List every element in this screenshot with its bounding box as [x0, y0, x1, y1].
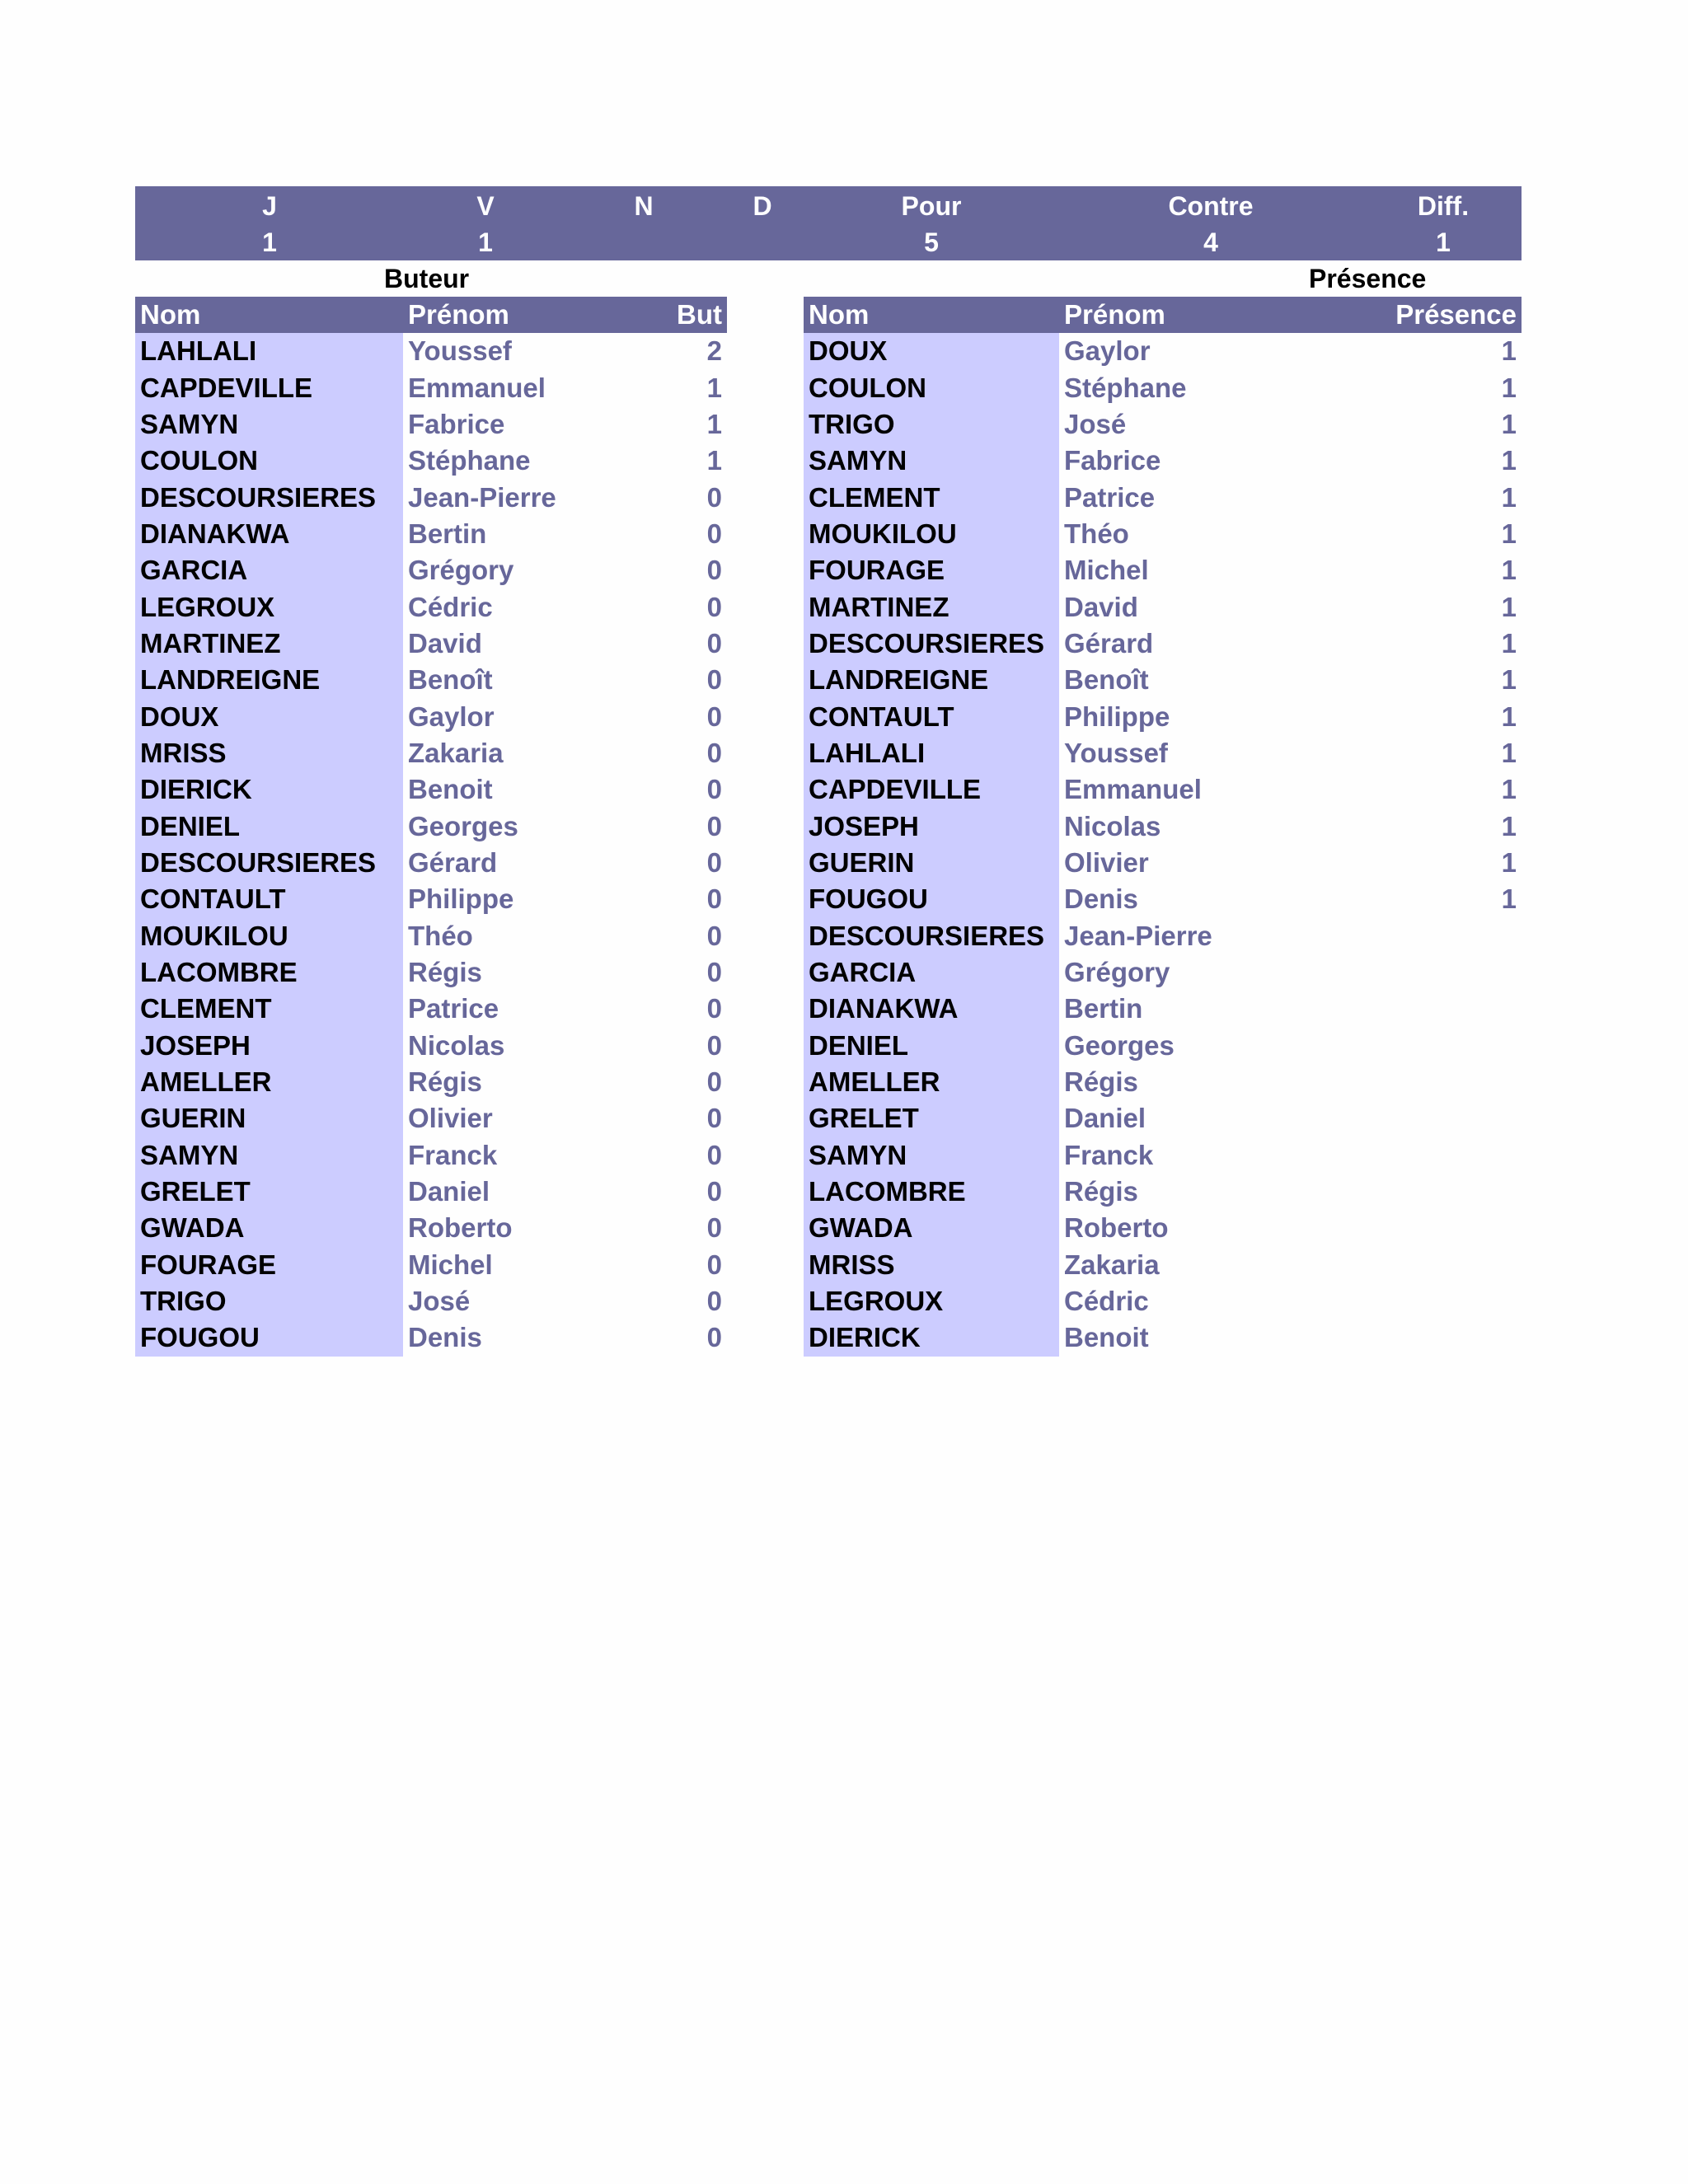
scorers-cell-nom: MARTINEZ	[135, 626, 403, 662]
presence-cell-prenom: Nicolas	[1064, 810, 1161, 841]
summary-band	[135, 186, 1522, 260]
scorers-cell-prenom: Patrice	[408, 993, 499, 1024]
presence-cell-value: 1	[1501, 627, 1517, 658]
presence-cell-prenom: Grégory	[1064, 957, 1170, 988]
presence-cell-prenom: Michel	[1064, 555, 1149, 586]
presence-cell-nom: GARCIA	[804, 954, 1059, 991]
scorers-cell-value: 0	[706, 846, 722, 878]
table-row	[804, 698, 1522, 734]
scorers-cell-value: 0	[706, 1212, 722, 1244]
presence-cell-value	[1331, 1028, 1522, 1064]
presence-cell-prenom: Olivier	[1064, 846, 1149, 878]
presence-cell-value	[1331, 954, 1522, 991]
presence-cell-value	[1331, 918, 1522, 954]
presence-cell-prenom: Georges	[1064, 1029, 1175, 1061]
scorers-cell-prenom: Zakaria	[408, 737, 504, 768]
table-row	[135, 588, 727, 625]
presence-cell-value: 1	[1501, 737, 1517, 768]
presence-cell-prenom: Benoît	[1064, 664, 1149, 696]
table-row	[804, 516, 1522, 552]
scorers-cell-prenom: Cédric	[408, 591, 493, 622]
scorers-cell-value: 0	[706, 774, 722, 805]
table-row	[804, 1247, 1522, 1283]
scorers-cell-value: 0	[706, 1249, 722, 1280]
table-row	[135, 1283, 727, 1319]
scorers-section-title: Buteur	[384, 264, 470, 293]
scorers-cell-value: 0	[706, 1139, 722, 1170]
table-row	[804, 735, 1522, 771]
presence-cell-value: 1	[1501, 846, 1517, 878]
table-row	[135, 1210, 727, 1246]
table-row	[135, 881, 727, 917]
table-row	[135, 954, 727, 991]
scorers-cell-prenom: Roberto	[408, 1212, 513, 1244]
presence-cell-value	[1331, 1247, 1522, 1283]
table-row	[804, 1064, 1522, 1100]
scorers-col-nom: Nom	[135, 297, 403, 333]
scorers-cell-prenom: Franck	[408, 1139, 498, 1170]
presence-cell-nom: CONTAULT	[804, 698, 1059, 734]
presence-cell-nom: LAHLALI	[804, 735, 1059, 771]
presence-cell-prenom: Emmanuel	[1064, 774, 1202, 805]
scorers-cell-value: 0	[706, 701, 722, 732]
scorers-cell-nom: LACOMBRE	[135, 954, 403, 991]
presence-cell-value: 1	[1501, 664, 1517, 696]
presence-cell-nom: CAPDEVILLE	[804, 771, 1059, 808]
table-row	[135, 845, 727, 881]
table-row	[135, 333, 727, 369]
presence-cell-nom: DENIEL	[804, 1028, 1059, 1064]
scorers-cell-prenom: Bertin	[408, 518, 487, 549]
scorers-cell-prenom: David	[408, 627, 482, 658]
scorers-cell-prenom: Emmanuel	[408, 372, 546, 403]
summary-value-pour: 5	[924, 227, 939, 257]
table-row	[135, 662, 727, 698]
table-row	[804, 918, 1522, 954]
table-row	[135, 771, 727, 808]
table-row	[135, 1028, 727, 1064]
scorers-cell-value: 1	[706, 445, 722, 476]
presence-cell-prenom: Fabrice	[1064, 445, 1161, 476]
table-row	[135, 443, 727, 479]
scorers-cell-value: 0	[706, 591, 722, 622]
summary-header-pour: Pour	[901, 191, 962, 221]
scorers-cell-prenom: Régis	[408, 957, 482, 988]
scorers-cell-prenom: Denis	[408, 1322, 482, 1353]
table-row	[804, 954, 1522, 991]
presence-cell-nom: LEGROUX	[804, 1283, 1059, 1319]
table-row	[804, 662, 1522, 698]
presence-cell-value: 1	[1501, 518, 1517, 549]
table-row	[804, 626, 1522, 662]
presence-cell-nom: GUERIN	[804, 845, 1059, 881]
scorers-cell-prenom: Benoit	[408, 774, 493, 805]
scorers-cell-nom: MRISS	[135, 735, 403, 771]
presence-cell-prenom: Gaylor	[1064, 335, 1151, 367]
table-row	[804, 479, 1522, 515]
scorers-cell-prenom: Gaylor	[408, 701, 495, 732]
table-row	[804, 369, 1522, 405]
presence-cell-value	[1331, 1100, 1522, 1137]
scorers-cell-nom: DOUX	[135, 698, 403, 734]
presence-cell-prenom: Youssef	[1064, 737, 1168, 768]
scorers-cell-nom: DIANAKWA	[135, 516, 403, 552]
table-row	[135, 516, 727, 552]
scorers-cell-value: 0	[706, 1103, 722, 1134]
presence-cell-nom: JOSEPH	[804, 808, 1059, 844]
presence-cell-prenom: Roberto	[1064, 1212, 1169, 1244]
presence-cell-value	[1331, 1210, 1522, 1246]
tables-area	[135, 297, 1522, 1360]
table-row	[135, 406, 727, 443]
presence-body	[804, 333, 1522, 1357]
scorers-cell-prenom: Youssef	[408, 335, 512, 367]
scorers-cell-prenom: Olivier	[408, 1103, 493, 1134]
scorers-cell-prenom: Daniel	[408, 1176, 490, 1207]
table-row	[804, 333, 1522, 369]
scorers-cell-nom: SAMYN	[135, 1137, 403, 1174]
scorers-cell-prenom: José	[408, 1286, 471, 1317]
presence-cell-value: 1	[1501, 883, 1517, 915]
presence-cell-value: 1	[1501, 774, 1517, 805]
presence-table	[804, 297, 1522, 1357]
presence-cell-value	[1331, 1174, 1522, 1210]
table-row	[804, 1319, 1522, 1356]
presence-cell-value	[1331, 1064, 1522, 1100]
scorers-cell-prenom: Stéphane	[408, 445, 531, 476]
scorers-cell-nom: SAMYN	[135, 406, 403, 443]
presence-cell-nom: DIERICK	[804, 1319, 1059, 1356]
table-row	[135, 552, 727, 588]
scorers-cell-nom: LEGROUX	[135, 588, 403, 625]
scorers-cell-nom: TRIGO	[135, 1283, 403, 1319]
scorers-body	[135, 333, 727, 1357]
spreadsheet-page	[135, 186, 1522, 1360]
scorers-cell-value: 1	[706, 408, 722, 439]
scorers-table	[135, 297, 727, 1357]
presence-col-prenom: Prénom	[1059, 297, 1331, 333]
presence-cell-value	[1331, 1137, 1522, 1174]
presence-cell-prenom: Gérard	[1064, 627, 1154, 658]
presence-cell-prenom: Denis	[1064, 883, 1138, 915]
scorers-cell-value: 0	[706, 1029, 722, 1061]
scorers-cell-nom: CLEMENT	[135, 991, 403, 1027]
summary-value-j: 1	[262, 227, 277, 257]
scorers-cell-prenom: Théo	[408, 920, 473, 951]
table-row	[135, 1137, 727, 1174]
scorers-cell-value: 0	[706, 664, 722, 696]
scorers-cell-prenom: Benoît	[408, 664, 493, 696]
scorers-cell-nom: CAPDEVILLE	[135, 369, 403, 405]
table-row	[804, 991, 1522, 1027]
presence-cell-nom: GWADA	[804, 1210, 1059, 1246]
presence-cell-value: 1	[1501, 335, 1517, 367]
scorers-cell-nom: AMELLER	[135, 1064, 403, 1100]
scorers-cell-nom: LAHLALI	[135, 333, 403, 369]
scorers-cell-nom: LANDREIGNE	[135, 662, 403, 698]
table-row	[135, 1064, 727, 1100]
table-row	[135, 479, 727, 515]
presence-cell-value	[1331, 1283, 1522, 1319]
scorers-cell-prenom: Jean-Pierre	[408, 481, 556, 513]
table-row	[135, 369, 727, 405]
scorers-cell-prenom: Gérard	[408, 846, 498, 878]
scorers-cell-value: 0	[706, 883, 722, 915]
scorers-cell-value: 0	[706, 1322, 722, 1353]
summary-header-d: D	[753, 191, 772, 221]
presence-cell-prenom: David	[1064, 591, 1138, 622]
scorers-cell-nom: DESCOURSIERES	[135, 479, 403, 515]
presence-cell-value: 1	[1501, 445, 1517, 476]
scorers-cell-nom: MOUKILOU	[135, 918, 403, 954]
presence-cell-prenom: Patrice	[1064, 481, 1156, 513]
scorers-cell-value: 0	[706, 1286, 722, 1317]
presence-cell-nom: DOUX	[804, 333, 1059, 369]
presence-cell-nom: SAMYN	[804, 443, 1059, 479]
table-row	[804, 1100, 1522, 1137]
presence-cell-prenom: Régis	[1064, 1066, 1138, 1098]
table-row	[804, 552, 1522, 588]
summary-value-d	[680, 224, 845, 260]
table-row	[135, 1319, 727, 1356]
presence-cell-prenom: Daniel	[1064, 1103, 1146, 1134]
scorers-cell-nom: GUERIN	[135, 1100, 403, 1137]
presence-cell-nom: COULON	[804, 369, 1059, 405]
table-row	[804, 588, 1522, 625]
table-row	[135, 1247, 727, 1283]
table-row	[135, 735, 727, 771]
summary-value-contre: 4	[1203, 227, 1218, 257]
scorers-cell-value: 0	[706, 1176, 722, 1207]
scorers-cell-nom: GARCIA	[135, 552, 403, 588]
presence-cell-prenom: José	[1064, 408, 1127, 439]
presence-cell-value: 1	[1501, 701, 1517, 732]
table-row	[135, 698, 727, 734]
scorers-cell-nom: FOUGOU	[135, 1319, 403, 1356]
presence-cell-value: 1	[1501, 591, 1517, 622]
scorers-header-row	[135, 297, 727, 333]
presence-cell-nom: AMELLER	[804, 1064, 1059, 1100]
table-row	[804, 406, 1522, 443]
scorers-cell-nom: DIERICK	[135, 771, 403, 808]
table-row	[804, 845, 1522, 881]
presence-cell-prenom: Théo	[1064, 518, 1129, 549]
scorers-cell-value: 0	[706, 810, 722, 841]
presence-cell-value: 1	[1501, 481, 1517, 513]
scorers-cell-value: 2	[706, 335, 722, 367]
summary-value-diff: 1	[1436, 227, 1451, 257]
scorers-cell-prenom: Fabrice	[408, 408, 505, 439]
presence-cell-nom: FOURAGE	[804, 552, 1059, 588]
table-row	[804, 443, 1522, 479]
summary-header-v: V	[476, 191, 495, 221]
scorers-cell-nom: GWADA	[135, 1210, 403, 1246]
summary-header-j: J	[262, 191, 277, 221]
presence-cell-value	[1331, 991, 1522, 1027]
presence-cell-prenom: Stéphane	[1064, 372, 1187, 403]
presence-cell-nom: MOUKILOU	[804, 516, 1059, 552]
presence-col-nom: Nom	[804, 297, 1059, 333]
table-row	[135, 918, 727, 954]
presence-cell-prenom: Cédric	[1064, 1286, 1149, 1317]
scorers-cell-value: 0	[706, 920, 722, 951]
scorers-cell-prenom: Michel	[408, 1249, 493, 1280]
presence-cell-nom: DIANAKWA	[804, 991, 1059, 1027]
table-row	[804, 1137, 1522, 1174]
scorers-cell-nom: COULON	[135, 443, 403, 479]
table-row	[804, 881, 1522, 917]
summary-header-n: N	[634, 191, 654, 221]
table-row	[804, 1283, 1522, 1319]
scorers-cell-value: 0	[706, 627, 722, 658]
table-row	[135, 1174, 727, 1210]
presence-cell-nom: LACOMBRE	[804, 1174, 1059, 1210]
section-titles	[135, 260, 1522, 297]
presence-cell-value: 1	[1501, 555, 1517, 586]
table-row	[135, 808, 727, 844]
presence-cell-nom: FOUGOU	[804, 881, 1059, 917]
scorers-cell-value: 0	[706, 518, 722, 549]
scorers-cell-value: 0	[706, 555, 722, 586]
scorers-cell-value: 1	[706, 372, 722, 403]
table-row	[804, 1174, 1522, 1210]
scorers-cell-value: 0	[706, 993, 722, 1024]
scorers-cell-value: 0	[706, 481, 722, 513]
presence-cell-value	[1331, 1319, 1522, 1356]
scorers-col-but: But	[640, 297, 727, 333]
presence-cell-nom: MRISS	[804, 1247, 1059, 1283]
presence-cell-nom: DESCOURSIERES	[804, 918, 1059, 954]
presence-section-title: Présence	[1309, 264, 1427, 293]
scorers-cell-nom: DENIEL	[135, 808, 403, 844]
presence-cell-prenom: Benoit	[1064, 1322, 1149, 1353]
scorers-cell-nom: GRELET	[135, 1174, 403, 1210]
presence-header-row	[804, 297, 1522, 333]
presence-cell-prenom: Zakaria	[1064, 1249, 1160, 1280]
presence-cell-value: 1	[1501, 372, 1517, 403]
scorers-cell-nom: FOURAGE	[135, 1247, 403, 1283]
presence-cell-prenom: Bertin	[1064, 993, 1143, 1024]
presence-col-presence: Présence	[1331, 297, 1522, 333]
table-row	[804, 1210, 1522, 1246]
presence-cell-nom: TRIGO	[804, 406, 1059, 443]
presence-cell-nom: GRELET	[804, 1100, 1059, 1137]
scorers-cell-value: 0	[706, 1066, 722, 1098]
scorers-cell-prenom: Régis	[408, 1066, 482, 1098]
summary-header-diff: Diff.	[1417, 191, 1470, 221]
table-row	[135, 626, 727, 662]
presence-cell-nom: SAMYN	[804, 1137, 1059, 1174]
scorers-col-prenom: Prénom	[403, 297, 640, 333]
scorers-cell-prenom: Georges	[408, 810, 518, 841]
summary-header-contre: Contre	[1168, 191, 1254, 221]
presence-cell-prenom: Régis	[1064, 1176, 1138, 1207]
presence-cell-value: 1	[1501, 810, 1517, 841]
table-row	[804, 1028, 1522, 1064]
presence-cell-nom: LANDREIGNE	[804, 662, 1059, 698]
presence-cell-prenom: Philippe	[1064, 701, 1170, 732]
scorers-cell-value: 0	[706, 737, 722, 768]
presence-cell-prenom: Jean-Pierre	[1064, 920, 1212, 951]
scorers-cell-nom: JOSEPH	[135, 1028, 403, 1064]
presence-cell-nom: MARTINEZ	[804, 588, 1059, 625]
scorers-cell-prenom: Philippe	[408, 883, 514, 915]
scorers-cell-prenom: Grégory	[408, 555, 514, 586]
scorers-cell-value: 0	[706, 957, 722, 988]
scorers-cell-nom: CONTAULT	[135, 881, 403, 917]
scorers-cell-prenom: Nicolas	[408, 1029, 505, 1061]
table-row	[804, 808, 1522, 844]
summary-value-v: 1	[478, 227, 493, 257]
presence-cell-nom: DESCOURSIERES	[804, 626, 1059, 662]
table-row	[135, 1100, 727, 1137]
scorers-cell-nom: DESCOURSIERES	[135, 845, 403, 881]
presence-cell-prenom: Franck	[1064, 1139, 1154, 1170]
table-row	[804, 771, 1522, 808]
presence-cell-nom: CLEMENT	[804, 479, 1059, 515]
presence-cell-value: 1	[1501, 408, 1517, 439]
table-row	[135, 991, 727, 1027]
